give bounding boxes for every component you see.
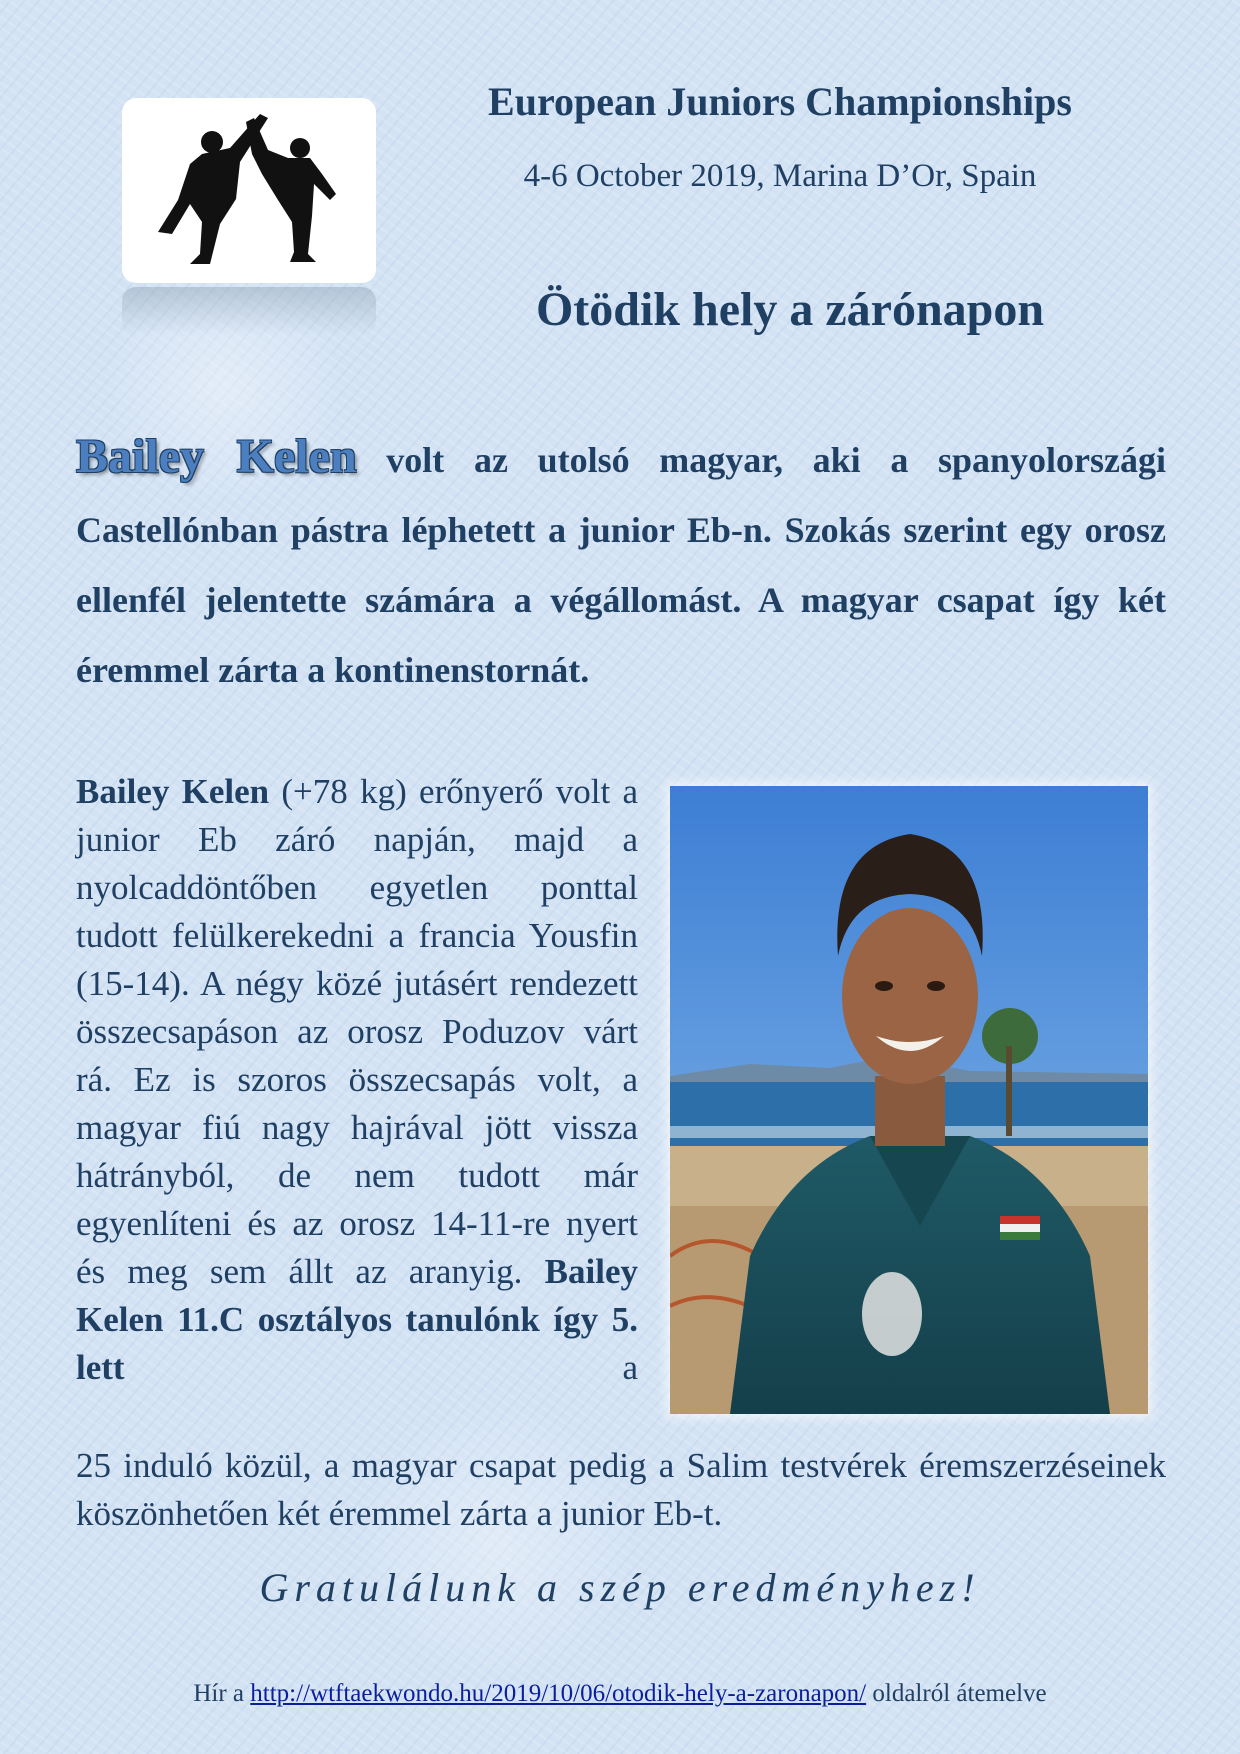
body-paragraph-continued: 25 induló közül, a magyar csapat pedig a Salim testvérek éremszerzéseinek köszönhetően két éremmel zárta a junior Eb-t. [76, 1446, 1166, 1533]
event-title: European Juniors Championships [488, 79, 1072, 124]
athlete-portrait-image [670, 786, 1148, 1414]
athlete-name-highlight: Bailey Kelen [76, 430, 357, 483]
source-link[interactable]: http://wtftaekwondo.hu/2019/10/06/otodik-hely-a-zaronapon/ [250, 1680, 867, 1707]
footer-suffix: oldalról átemelve [866, 1680, 1047, 1707]
lead-paragraph [76, 422, 1166, 705]
taekwondo-fighters-icon [150, 104, 350, 279]
body-text-2: a [124, 1348, 638, 1387]
body-text-1: (+78 kg) erőnyerő volt a junior Eb záró napján, majd a nyolcaddöntőben egyetlen ponttal tudott felülkerekedni a francia Yousfin (15-14). A négy közé jutásért rendezett összecsapáson az orosz Poduzov várt rá. Ez is szoros összecsapás volt, a magyar fiú nagy hajrával jött vissza hátrányból, de nem tudott már egyenlíteni és az orosz 14-11-re nyert és meg sem állt az aranyig. [76, 772, 638, 1291]
logo-reflection [122, 287, 376, 335]
source-footer [0, 1680, 1240, 1708]
article-headline: Ötödik hely a zárónapon [535, 283, 1045, 336]
body-bold-result: Bailey Kelen 11.C osztályos tanulónk így 5. lett [76, 1252, 638, 1387]
athlete-name: Bailey Kelen [76, 772, 270, 811]
lead-text: volt az utolsó magyar, aki a spanyolországi Castellónban pástra léphetett a junior Eb-n. Szokás szerint egy orosz ellenfél jelentette számára a végállomást. A magyar csapat így két éremmel zárta a kontinenstornát. [76, 440, 1167, 690]
body-paragraph [76, 768, 638, 1392]
congratulations-text: Gratulálunk a szép eredményhez! [259, 1565, 981, 1610]
athlete-photo [670, 786, 1148, 1414]
event-date-location: 4-6 October 2019, Marina D’Or, Spain [523, 158, 1037, 194]
logo [122, 98, 376, 283]
footer-prefix: Hír a [193, 1680, 251, 1707]
